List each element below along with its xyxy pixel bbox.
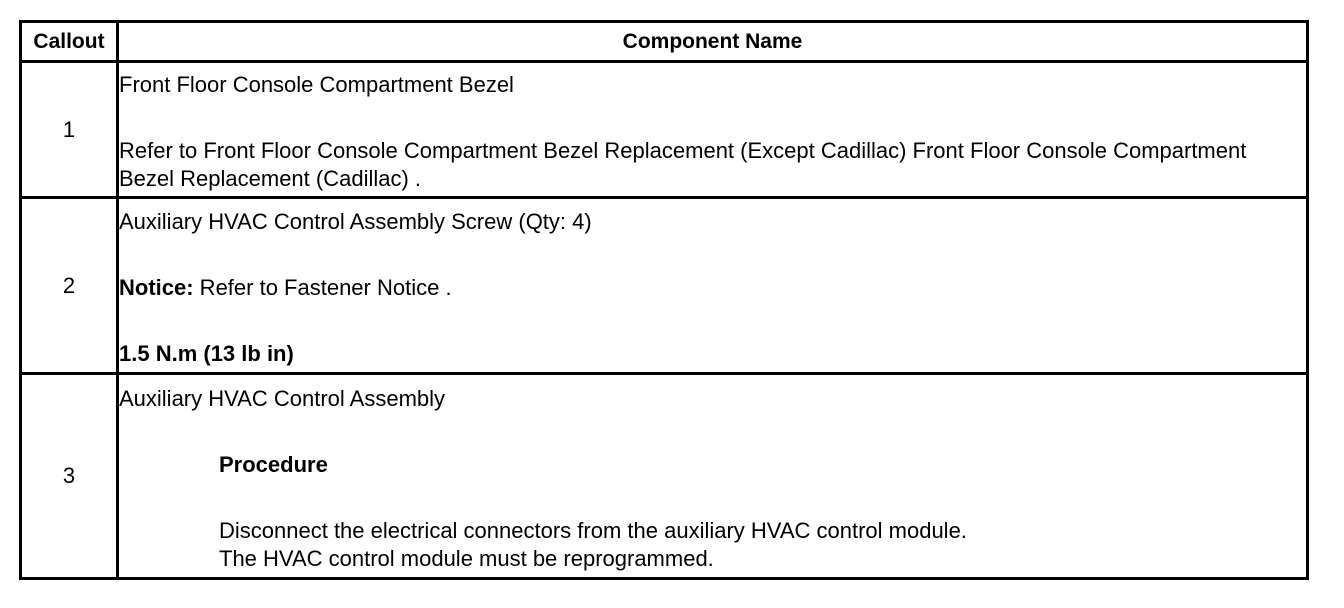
table-header-row (21, 22, 1308, 62)
component-cell (118, 62, 1308, 198)
notice-line (119, 274, 1306, 302)
component-name: Auxiliary HVAC Control Assembly (119, 385, 446, 411)
procedure-step: The HVAC control module must be reprogrammed. (219, 545, 714, 571)
procedure-heading: Procedure (219, 451, 328, 477)
notice-text: Refer to Fastener Notice . (193, 275, 452, 300)
procedure-step: Disconnect the electrical connectors from the auxiliary HVAC control module. (219, 517, 967, 543)
notice-label: Notice: (119, 275, 194, 300)
component-name: Front Floor Console Compartment Bezel (119, 72, 514, 97)
callout-number: 1 (21, 62, 118, 198)
component-cell (118, 198, 1308, 374)
component-table (19, 20, 1309, 580)
table-row (21, 62, 1308, 198)
torque-spec: 1.5 N.m (13 lb in) (119, 341, 294, 366)
header-callout: Callout (21, 22, 118, 62)
table-row (21, 374, 1308, 579)
callout-number: 3 (21, 374, 118, 579)
component-cell (118, 374, 1308, 579)
component-name: Auxiliary HVAC Control Assembly Screw (Qty: 4) (119, 209, 592, 234)
table-row (21, 198, 1308, 374)
header-component-name: Component Name (118, 22, 1308, 62)
refer-text: Refer to Front Floor Console Compartment Bezel Replacement (Except Cadillac) Front Floor Console Compartment Bezel Replacement (Cadillac) . (119, 138, 1247, 191)
callout-number: 2 (21, 198, 118, 374)
